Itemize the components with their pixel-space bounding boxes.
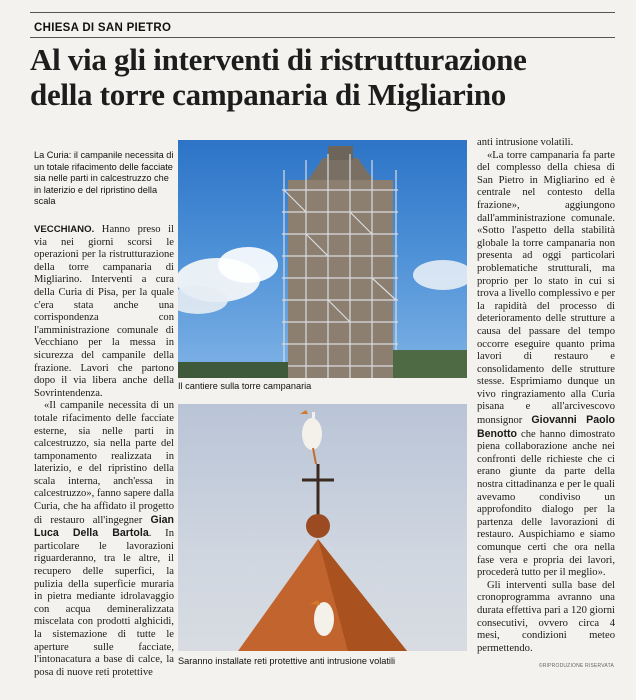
section-kicker: CHIESA DI SAN PIETRO <box>34 22 172 34</box>
article-column-3 <box>477 137 615 655</box>
column3-paragraph-2: «La torre campanaria fa parte del complesso della chiesa di San Pietro in Migliarino ed è centrale nel contesto della frazione», aggiungono dall'amministrazione comunale. «Sotto l'aspetto della stabilità globale la torre campanaria non presenta ad oggi particolari problematiche strutturali, ma proprio per lo stato in cui si trova a livello complessivo e per la rapidità del processo di deterioramento delle strutture a causa del passare del tempo occorre eseguire quanto prima lavori di restauro e consolidamento delle strutture stesse. Esprimiamo dunque un vivo ringraziamento alla Curia pisana e all'arcivescovo monsignor <box>477 149 615 427</box>
copyright-notice: ©RIPRODUZIONE RISERVATA <box>538 663 614 669</box>
bell-tower-illustration <box>178 140 467 378</box>
cross-and-stork-illustration <box>178 404 467 651</box>
article-column-1 <box>34 224 174 679</box>
column1-paragraph-1: Hanno preso il via nei giorni scorsi le operazioni per la ristrutturazione della torre campanaria di Migliarino. Interventi a cura della Curia di Pisa, per la quale c'era stata anche una corrispondenza con l'amministrazione comunale di Vecchiano per la messa in sicurezza del campanile della frazione. Lavori che partono dopo il via libera anche della Sovrintendenza. <box>34 224 174 399</box>
photo1-caption: Il cantiere sulla torre campanaria <box>178 381 312 391</box>
column1-paragraph-2a: «Il campanile necessita di un totale rifacimento delle facciate esterne, sia nelle parti in calcestruzzo, sia nella parte del tamponamento realizzata in laterizio, e del ripristino della scala interna, anch'essa in calcestruzzo», fanno sapere dalla Curia, che ha affidato il progetto di restauro all'ingegner <box>34 400 174 526</box>
column3-paragraph-2b: che hanno dimostrato piena collaborazione anche nei confronti delle richieste che ci erano giunte da parte della nostra cittadinanza e per le quali avevamo condiviso un approfondito dialogo per la partenza delle lavorazioni di restauro. Auspichiamo e siamo comunque certi che ora nella fase vera e propria dei lavori, procederà tutto per il meglio». <box>477 428 615 579</box>
headline-line-1: Al via gli interventi di ristrutturazione <box>30 42 527 77</box>
archbishop-name: Giovanni Paolo Benotto <box>477 414 615 440</box>
article-headline <box>30 42 620 112</box>
photo2-caption: Saranno installate reti protettive anti intrusione volatili <box>178 656 396 666</box>
bell-tower-scaffolding-photo <box>178 140 467 378</box>
article-summary: La Curia: il campanile necessita di un totale rifacimento delle facciate sia nelle parti in calcestruzzo che in laterizio e del ripristino della scala <box>34 150 174 207</box>
bell-tower-cross-photo <box>178 404 467 651</box>
column3-paragraph-1: anti intrusione volatili. <box>477 137 574 148</box>
dateline-city: VECCHIANO. <box>34 224 95 235</box>
headline-line-2: della torre campanaria di Migliarino <box>30 77 506 112</box>
kicker-rule <box>30 37 615 38</box>
column3-paragraph-3: Gli interventi sulla base del cronoprogramma avranno una durata effettiva pari a 120 giorni consecutivi, ovvero circa 4 mesi, condizioni meteo permettendo. <box>477 579 615 654</box>
column1-paragraph-2b: . In particolare le lavorazioni riguarderanno, tra le altre, il recupero delle superfici, la pulizia della superficie muraria in pietra mediante idrolavaggio con acqua demineralizzata miscelata con prodotti alghicidi, la sistemazione di tutte le aperture sulle facciate, l'intonacatura a base di calce, la posa di nuove reti protettive <box>34 528 175 678</box>
top-rule <box>30 12 615 13</box>
engineer-name: Gian Luca Della Bartola <box>34 513 175 540</box>
